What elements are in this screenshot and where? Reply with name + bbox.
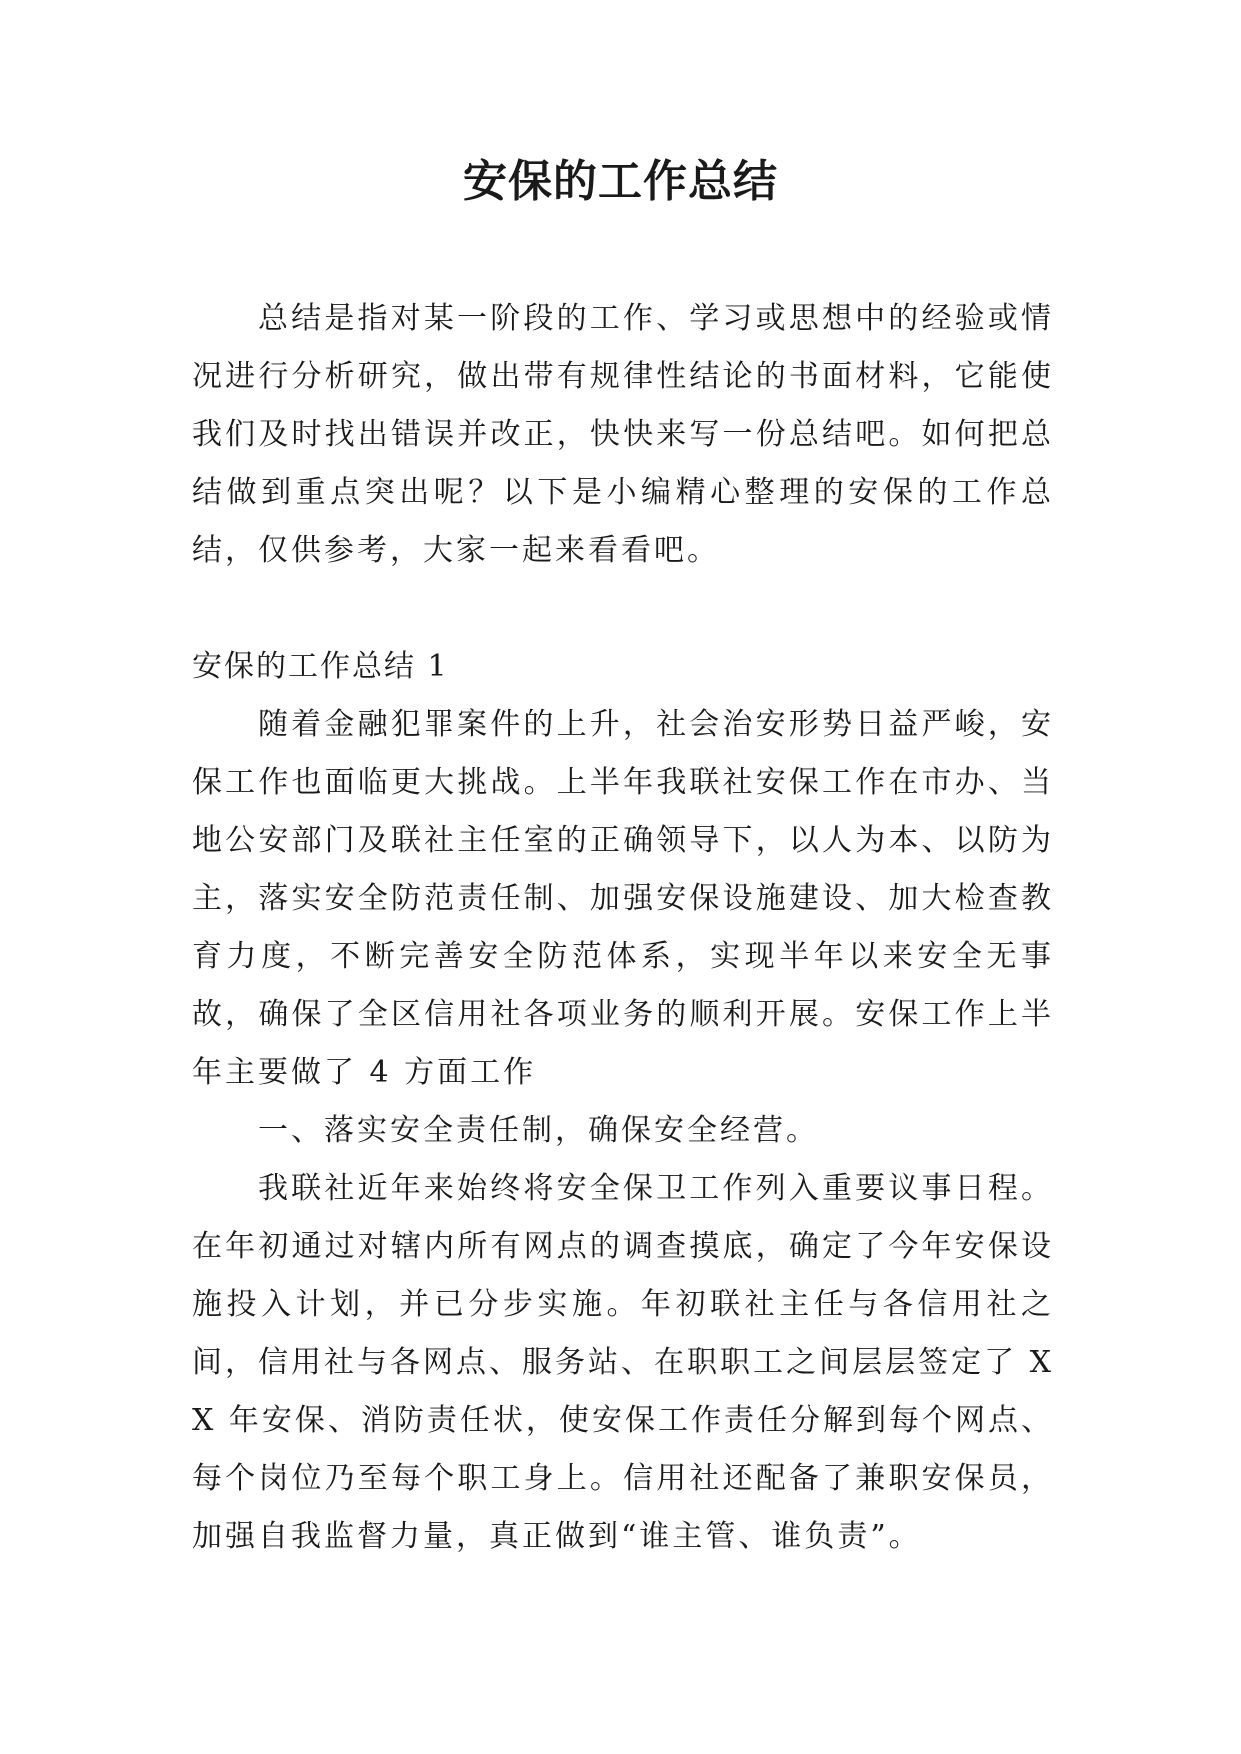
- section-heading: 安保的工作总结 1: [192, 649, 449, 684]
- intro-paragraph: 总结是指对某一阶段的工作、学习或思想中的经验或情况进行分析研究，做出带有规律性结论的书面材料，它能使我们及时找出错误并改正，快快来写一份总结吧。如何把总结做到重点突出呢？以下是小编精心整理的安保的工作总结，仅供参考，大家一起来看看吧。: [192, 301, 1054, 568]
- section-paragraph: 随着金融犯罪案件的上升，社会治安形势日益严峻，安保工作也面临更大挑战。上半年我联社安保工作在市办、当地公安部门及联社主任室的正确领导下，以人为本、以防为主，落实安全防范责任制、加强安保设施建设、加大检查教育力度，不断完善安全防范体系，实现半年以来安全无事故，确保了全区信用社各项业务的顺利开展。安保工作上半年主要做了 4 方面工作: [192, 707, 1054, 1090]
- document-title: 安保的工作总结: [463, 156, 778, 207]
- section-point-heading: 一、落实安全责任制，确保安全经营。: [258, 1113, 819, 1148]
- section-paragraph: 我联社近年来始终将安全保卫工作列入重要议事日程。在年初通过对辖内所有网点的调查摸底，确定了今年安保设施投入计划，并已分步实施。年初联社主任与各信用社之间，信用社与各网点、服务站、在职职工之间层层签定了 XX 年安保、消防责任状，使安保工作责任分解到每个网点、每个岗位乃至每个职工身上。信用社还配备了兼职安保员，加强自我监督力量，真正做到“谁主管、谁负责”。: [192, 1171, 1054, 1554]
